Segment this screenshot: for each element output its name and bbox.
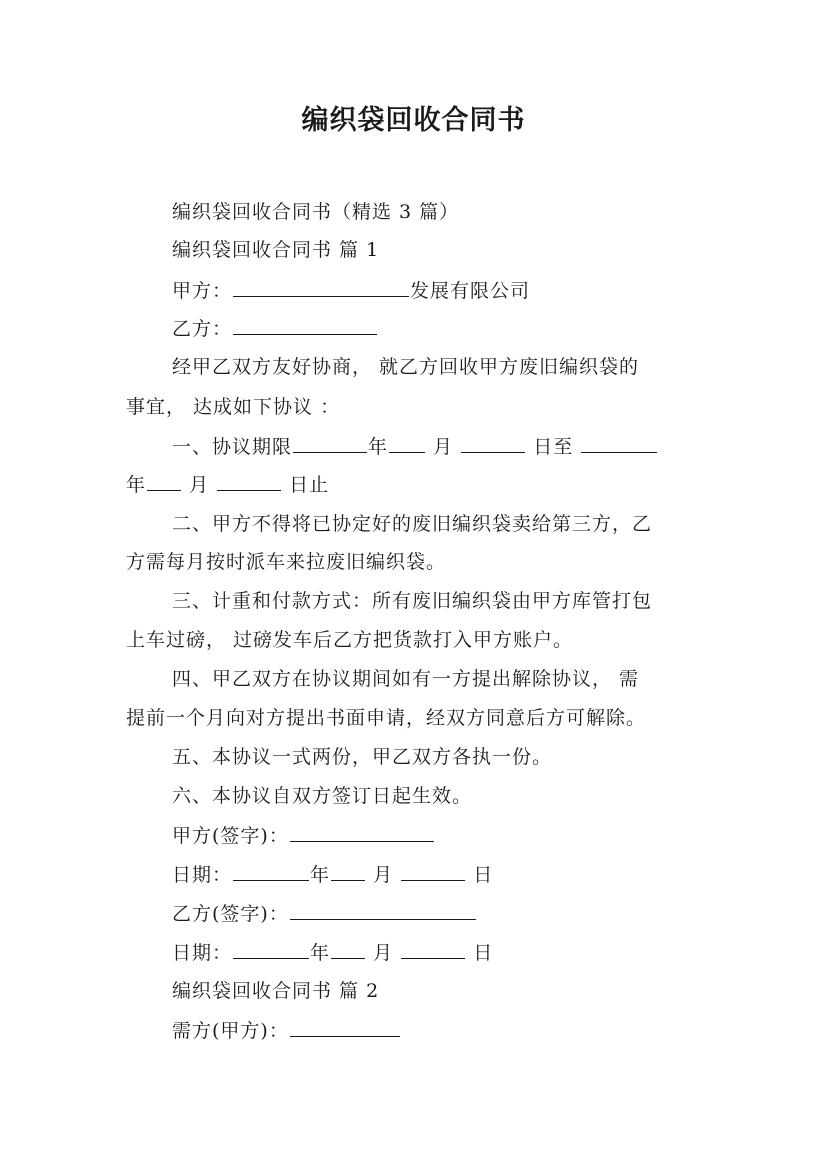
party-a-line [172,278,530,303]
day-to-text: 日至 [533,436,574,458]
blank [293,434,367,453]
year-text: 年 [126,474,147,496]
sign-a-line [172,823,435,848]
sign-a-blank [290,823,434,842]
clause-1-label: 一、协议期限 [172,436,293,458]
date-label: 日期： [172,864,233,886]
clause-2-line-2: 方需每月按时派车来拉废旧编织袋。 [126,551,447,573]
party-a-blank [233,278,409,297]
date-a-line [172,862,493,887]
month-text: 月 [189,474,210,496]
blank [389,434,425,453]
party-b-blank [233,316,377,335]
party-a-label: 甲方： [172,280,233,302]
party-b-line [172,316,378,341]
blank [331,862,365,881]
blank [217,472,281,491]
blank [401,862,465,881]
blank [331,940,365,959]
sign-a-label: 甲方(签字)： [172,825,289,847]
clause-3-line-2: 上车过磅， 过磅发车后乙方把货款打入甲方账户。 [126,629,574,651]
blank [233,862,309,881]
clause-6: 六、本协议自双方签订日起生效。 [172,785,473,807]
blank [581,434,657,453]
day-text: 日 [473,942,494,964]
blank [401,940,465,959]
sign-b-line [172,901,477,926]
clause-2-line-1: 二、甲方不得将已协定好的废旧编织袋卖给第三方，乙 [172,513,653,535]
date-label: 日期： [172,942,233,964]
heading-part-2: 编织袋回收合同书 篇 2 [172,980,380,1002]
day-end-text: 日止 [289,474,330,496]
intro-line-2: 事宜， 达成如下协议 ： [126,396,341,418]
blank [233,940,309,959]
intro-line-1: 经甲乙双方友好协商， 就乙方回收甲方废旧编织袋的 [172,356,640,378]
date-b-line [172,940,493,965]
month-text: 月 [373,864,394,886]
party-a-suffix: 发展有限公司 [410,280,531,302]
day-text: 日 [473,864,494,886]
clause-3-line-1: 三、计重和付款方式：所有废旧编织袋由甲方库管打包 [172,590,653,612]
clause-5: 五、本协议一式两份，甲乙双方各执一份。 [172,746,553,768]
buyer-label: 需方(甲方)： [172,1020,289,1042]
month-text: 月 [433,436,454,458]
clause-1-line-1 [172,434,658,459]
sign-b-blank [290,901,476,920]
clause-4-line-1: 四、甲乙双方在协议期间如有一方提出解除协议， 需 [172,668,640,690]
sign-b-label: 乙方(签字)： [172,903,289,925]
blank [147,472,181,491]
year-text: 年 [310,864,331,886]
blank [461,434,525,453]
document-title: 编织袋回收合同书 [301,105,526,136]
clause-4-line-2: 提前一个月向对方提出书面申请，经双方同意后方可解除。 [126,707,647,729]
heading-part-1: 编织袋回收合同书 篇 1 [172,239,380,261]
party-b-label: 乙方： [172,318,233,340]
heading-main: 编织袋回收合同书（精选 3 篇） [172,201,460,223]
buyer-line [172,1018,401,1043]
year-text: 年 [368,436,389,458]
year-text: 年 [310,942,331,964]
buyer-blank [290,1018,400,1037]
clause-1-line-2 [126,472,329,497]
month-text: 月 [373,942,394,964]
